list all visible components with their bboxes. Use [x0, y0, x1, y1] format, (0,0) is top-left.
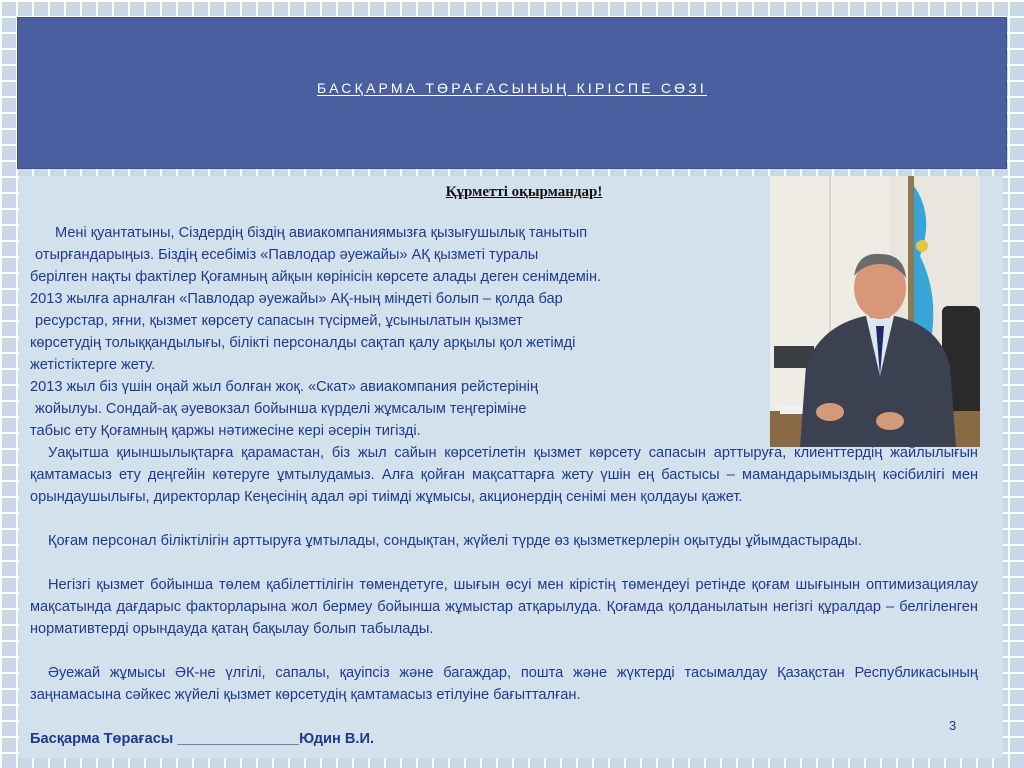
intro-line: берілген нақты фактілер Қоғамның айқын көрінісін көрсете алады деген сенімдемін.	[30, 269, 602, 285]
intro-line: көрсетудің толыққандылығы, білікті персоналды сақтап қалу арқылы қол жетімді	[30, 335, 576, 351]
intro-line: 2013 жыл біз үшін оңай жыл болған жоқ. «Скат» авиакомпания рейстерінің	[30, 379, 539, 395]
intro-line: жойылуы. Сондай-ақ әуевокзал бойынша күрделі жұмсалым теңгеріміне	[35, 401, 527, 417]
intro-line: жетістіктерге жету.	[30, 357, 156, 373]
body-paragraph: Қоғам персонал біліктілігін арттыруға ұмтылады, сондықтан, жүйелі түрде өз қызметкерлерін оқытуды ұйымдастырады.	[48, 533, 862, 549]
intro-line: отырғандарыңыз. Біздің есебіміз «Павлодар әуежайы» АҚ қызметі туралы	[35, 247, 539, 263]
intro-line: ресурстар, яғни, қызмет көрсету сапасын түсірмей, ұсынылатын қызмет	[35, 313, 523, 329]
page-title: БАСҚАРМА ТӨРАҒАСЫНЫҢ КІРІСПЕ СӨЗІ	[316, 80, 707, 96]
title-banner	[17, 17, 1007, 169]
intro-line: Мені қуантатыны, Сіздердің біздің авиакомпаниямызға қызығушылық танытып	[55, 225, 588, 241]
content-panel	[19, 176, 1003, 758]
body-paragraph: Әуежай жұмысы ӘК-не үлгілі, сапалы, қауіпсіз және багаждар, пошта және жүктерді тасымалдау Қазақстан Республикасының заңнамасына сәйкес жүйелі қызмет көрсетудің қамтамасыз етілуіне бағытталған.	[30, 665, 978, 703]
page-number: 3	[949, 718, 957, 733]
greeting-heading: Құрметті оқырмандар!	[445, 184, 603, 200]
intro-line: табыс ету Қоғамның қаржы нәтижесіне кері әсерін тигізді.	[30, 423, 421, 439]
body-paragraph: Негізгі қызмет бойынша төлем қабілеттілігін төмендетуге, шығын өсуі мен кірістің төмендеуі ретінде қоғам шығынын оптимизациялау мақсатында дағдарыс факторларына жол бермеу бойынша жұмыстар атқарылуда. Қоғамда қолданылатын негізгі құралдар – белгіленген нормативтерді орындауда қатаң бақылау болып табылады.	[30, 577, 978, 637]
chairman-photo	[770, 176, 980, 447]
signature-line: Басқарма Төрағасы _______________Юдин В.И.	[30, 731, 375, 747]
body-paragraph: Уақытша қиыншылықтарға қарамастан, біз жыл сайын көрсетілетін қызмет көрсету сапасын арттыруға, клиенттердің жайлылығын қамтамасыз ету деңгейін көтеруге ұмтылудамыз. Алға қойған мақсаттарға жету үшін ең бастысы – мамандарымыздың кәсібилігі мен орындаушылығы, директорлар Кеңесінің адал әрі тиімді жұмысы, акционердің сенімі мен қолдауы қажет.	[30, 445, 978, 505]
intro-line: 2013 жылға арналған «Павлодар әуежайы» АҚ-ның міндеті болып – қолда бар	[30, 291, 563, 307]
